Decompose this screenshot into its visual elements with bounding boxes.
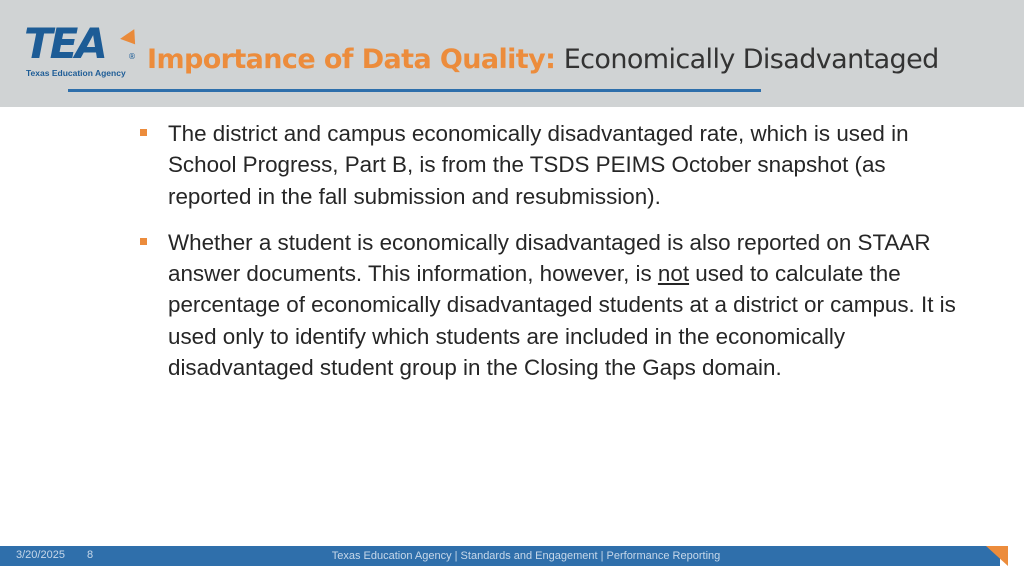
bullet-underlined-word: not: [657, 261, 690, 287]
logo-subtitle: Texas Education Agency: [26, 68, 126, 78]
bullet-item: [140, 118, 960, 212]
slide-footer: [0, 546, 1024, 576]
slide-body: [140, 118, 960, 398]
title-accent: Importance of Data Quality:: [147, 44, 556, 75]
bullet-text: The district and campus economically disadvantaged rate, which is used in School Progress, Part B, is from the TSDS PEIMS October snapshot (as reported in the fall submission and resubmission).: [168, 121, 909, 209]
bullet-text-after: used to calculate the percentage of economically disadvantaged students at a district or campus. It is used only to identify which students are included in the economically disadvantaged student group in the Closing the Gaps domain.: [168, 261, 956, 381]
slide-header: [0, 0, 1024, 107]
bullet-item: [140, 227, 960, 383]
bullet-text-before: Whether a student is economically disadvantaged is also reported on STAAR answer documents. This information, however, is: [168, 229, 931, 287]
square-bullet-icon: [140, 129, 147, 136]
footer-page-number: 8: [87, 549, 94, 561]
footer-text: Texas Education Agency | Standards and Engagement | Performance Reporting: [331, 550, 721, 562]
title-main: Economically Disadvantaged: [563, 44, 939, 75]
logo-wordmark: TEA: [24, 19, 105, 68]
title-underline-rule: [68, 89, 761, 92]
footer-date: 3/20/2025: [16, 549, 65, 561]
square-bullet-icon: [140, 238, 147, 245]
star-flag-icon: [120, 26, 140, 45]
footer-accent-triangle: [986, 546, 1008, 566]
tea-logo: [24, 19, 142, 82]
slide-title: [147, 42, 939, 78]
registered-mark: ®: [128, 52, 136, 61]
